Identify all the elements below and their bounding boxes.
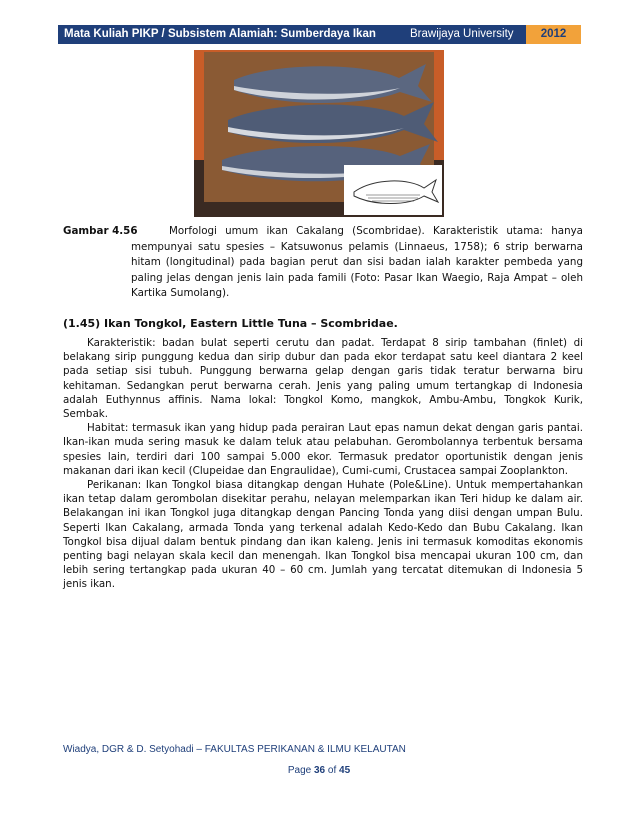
header-year: 2012 (526, 25, 581, 44)
tuna-photo (194, 50, 444, 217)
page-of: of (327, 765, 337, 776)
header-university: Brawijaya University (398, 25, 526, 44)
paragraph-habitat: Habitat: termasuk ikan yang hidup pada perairan Laut epas namun dekat dengan garis pantai. Ikan-ikan muda sering masuk ke dalam teluk atau pelabuhan. Gerombolannya terbentuk bersama spesies lain, terdiri dari 100 sampai 5.000 ekor. Termasuk predator oportunistik dengan jenis makanan dari ikan kecil (Clupeidae dan Engraulidae), Cumi-cumi, Crustacea sampai Zooplankton. (63, 422, 583, 477)
figure-caption-text: Morfologi umum ikan Cakalang (Scombridae). Karakteristik utama: hanya mempunyai satu spesies – Katsuwonus pelamis (Linnaeus, 1758); 6 strip berwarna hitam (longitudinal) pada bagian perut dan sisi badan ialah karakter pembeda yang paling jelas dengan jenis lain pada famili (Foto: Pasar Ikan Waegio, Raja Ampat – oleh Kartika Sumolang). (131, 225, 583, 299)
figure-label: Gambar 4.56 (63, 225, 138, 237)
page-number (0, 765, 638, 776)
figure-caption (63, 224, 583, 302)
section-body (63, 336, 583, 592)
page-label: Page (287, 765, 312, 776)
header-course-title: Mata Kuliah PIKP / Subsistem Alamiah: Sumberdaya Ikan (58, 25, 398, 44)
page-header (58, 25, 581, 44)
page-total: 45 (339, 765, 351, 776)
paragraph-perikanan: Perikanan: Ikan Tongkol biasa ditangkap dengan Huhate (Pole&Line). Untuk mempertahankan ikan tetap dalam gerombolan disekitar perahu, nelayan melemparkan ikan Teri hidup ke dalam air. Belakangan ini ikan Tongkol juga ditangkap dengan Pancing Tonda yang diisi dengan umpan Bulu. Seperti Ikan Cakalang, armada Tonda yang terkenal adalah Kedo-Kedo dan Bubu Cakalang. Ikan Tongkol bisa dijual dalam bentuk pindang dan ikan kaleng. Jenis ini termasuk komoditas ekonomis penting bagi nelayan skala kecil dan menengah. Ikan Tongkol bisa mencapai ukuran 100 cm, dan lebih sering tertangkap pada ukuran 40 – 60 cm. Jumlah yang tercatat ditemukan di Indonesia 5 jenis ikan. (63, 479, 583, 591)
footer-authors: Wiadya, DGR & D. Setyohadi – FAKULTAS PERIKANAN & ILMU KELAUTAN (63, 744, 406, 755)
section-title: (1.45) Ikan Tongkol, Eastern Little Tuna – Scombridae. (63, 317, 398, 330)
paragraph-karakteristik: Karakteristik: badan bulat seperti cerutu dan padat. Terdapat 8 sirip tambahan (finlet) di belakang sirip punggung kedua dan sirip dubur dan pada ekor terdapat satu keel diantara 2 keel pada setiap sisi tubuh. Punggung berwarna gelap dengan garis tidak teratur berwarna biru kehitaman. Sedangkan perut berwarna cerah. Jenis yang paling umum tertangkap di Indonesia adalah Euthynnus affinis. Nama lokal: Tongkol Komo, mangkok, Ambu-Ambu, Tongkok Kurik, Sembak. (63, 337, 583, 421)
page-current: 36 (313, 765, 326, 776)
